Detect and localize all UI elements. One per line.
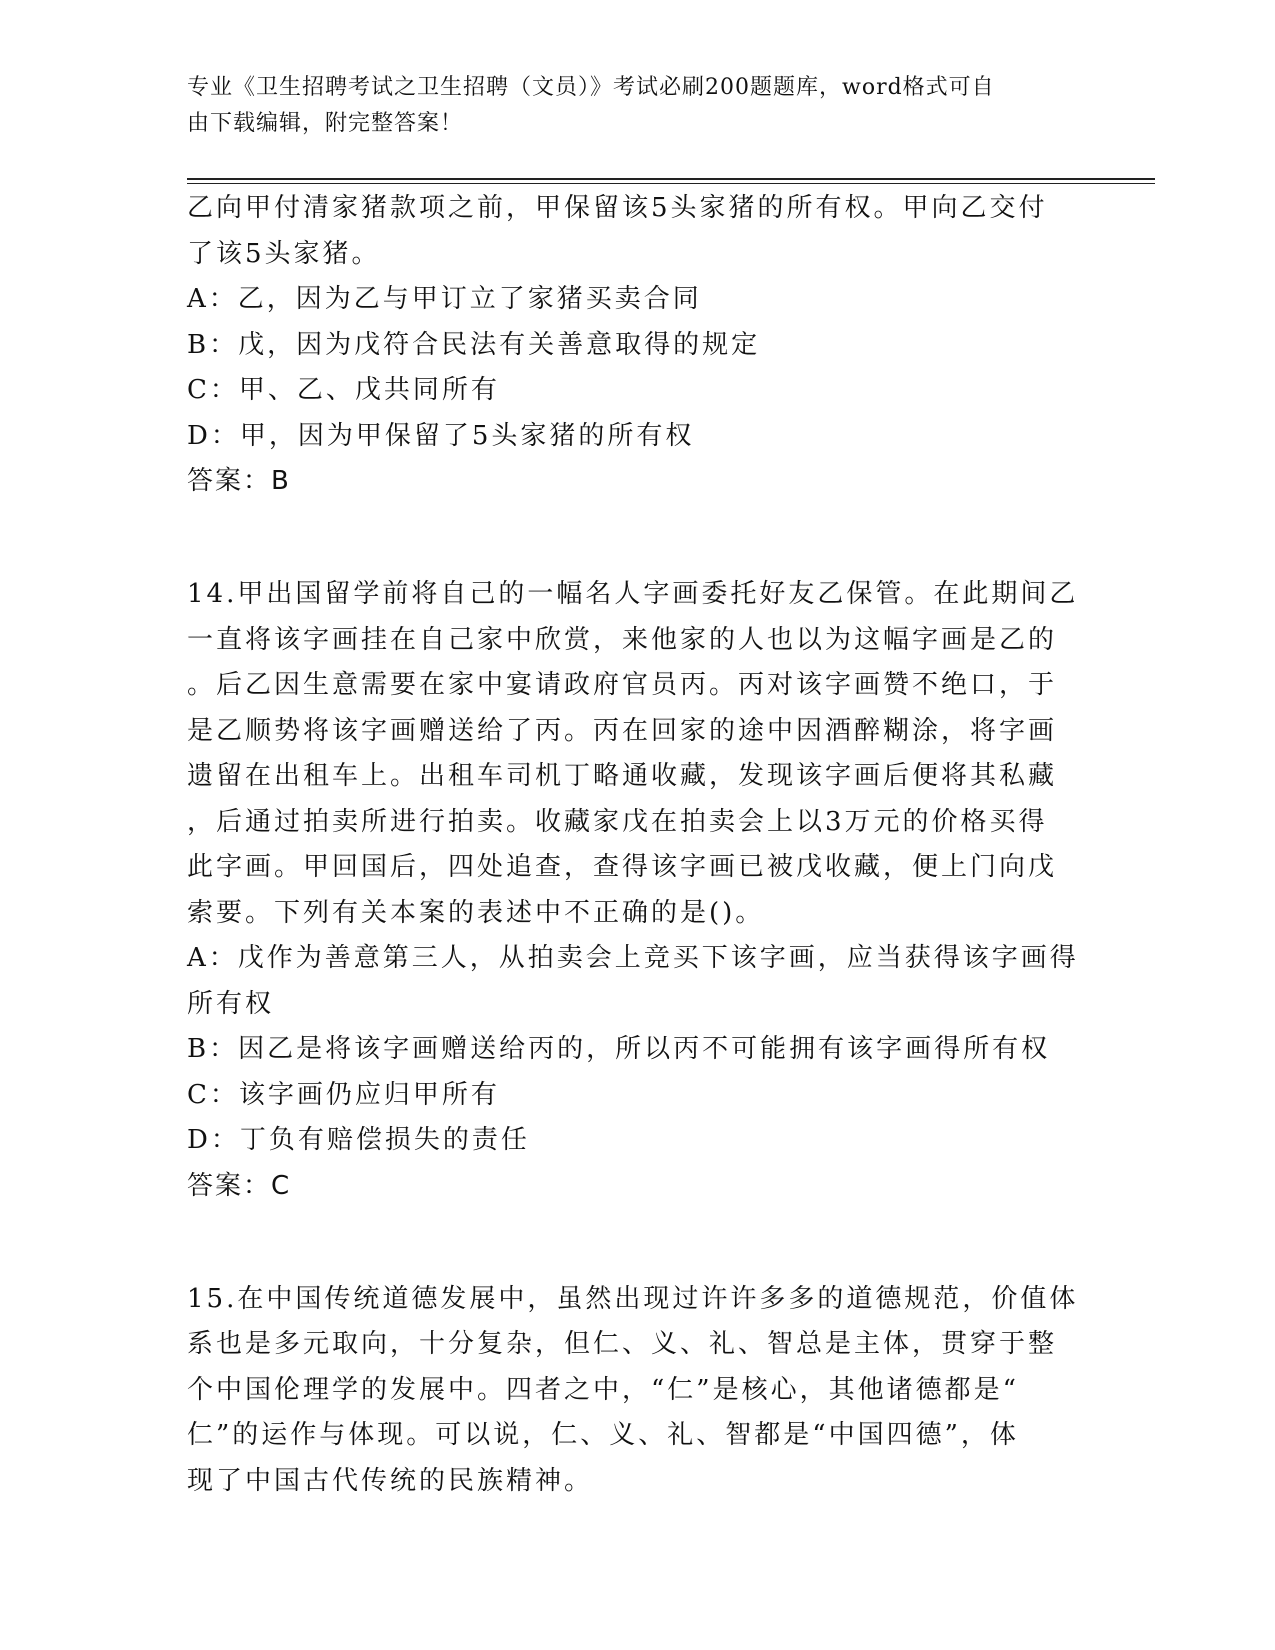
page-header [187,70,1067,142]
spacer [187,550,1087,572]
option-a: A：乙，因为乙与甲订立了家猪买卖合同 [187,284,702,314]
question-stem-line: 仁”的运作与体现。可以说，仁、义、礼、智都是“中国四德”，体 [187,1420,1019,1450]
header-rule-thin [187,183,1155,184]
question-13 [187,186,1087,505]
question-14 [187,572,1087,1209]
option-b: B：因乙是将该字画赠送给丙的，所以丙不可能拥有该字画得所有权 [187,1034,1051,1064]
question-stem-line: 乙向甲付清家猪款项之前，甲保留该5头家猪的所有权。甲向乙交付 [187,193,1048,223]
question-stem-line: 。后乙因生意需要在家中宴请政府官员丙。丙对该字画赞不绝口，于 [187,670,1058,700]
option-c: C：甲、乙、戊共同所有 [187,375,500,405]
option-a-continued: 所有权 [187,988,275,1019]
header-rule-thick [187,178,1155,180]
question-stem-line: 一直将该字画挂在自己家中欣赏，来他家的人也以为这幅字画是乙的 [187,624,1058,655]
question-stem-line: 遗留在出租车上。出租车司机丁略通收藏，发现该字画后便将其私藏 [187,761,1058,791]
answer-line: 答案：B [187,466,291,496]
option-c: C：该字画仍应归甲所有 [187,1079,500,1110]
header-line-2: 由下载编辑，附完整答案！ [187,111,464,136]
question-stem-line: 14.甲出国留学前将自己的一幅名人字画委托好友乙保管。在此期间乙 [187,579,1079,609]
spacer [187,1255,1087,1277]
option-d: D：甲，因为甲保留了5头家猪的所有权 [187,420,695,451]
option-a: A：戊作为善意第三人，从拍卖会上竞买下该字画，应当获得该字画得 [187,943,1079,973]
question-stem-line: 是乙顺势将该字画赠送给了丙。丙在回家的途中因酒醉糊涂，将字画 [187,715,1058,746]
question-stem-line: 此字画。甲回国后，四处追查，查得该字画已被戊收藏，便上门向戊 [187,852,1058,882]
option-d: D：丁负有赔偿损失的责任 [187,1125,530,1155]
question-stem-line: 索要。下列有关本案的表述中不正确的是()。 [187,897,765,928]
question-stem-line: 系也是多元取向，十分复杂，但仁、义、礼、智总是主体，贯穿于整 [187,1329,1058,1359]
option-b: B：戊，因为戊符合民法有关善意取得的规定 [187,329,761,360]
question-15 [187,1277,1087,1505]
question-stem-line: ，后通过拍卖所进行拍卖。收藏家戊在拍卖会上以3万元的价格买得 [187,806,1048,837]
question-stem-line: 个中国伦理学的发展中。四者之中，“仁”是核心，其他诸德都是“ [187,1374,1019,1405]
header-line-1: 专业《卫生招聘考试之卫生招聘（文员）》考试必刷200题题库，word格式可自 [187,75,995,100]
question-stem-line: 现了中国古代传统的民族精神。 [187,1465,594,1496]
document-body [187,186,1087,1504]
question-stem-line: 了该5头家猪。 [187,238,381,269]
question-stem-line: 15.在中国传统道德发展中，虽然出现过许许多多的道德规范，价值体 [187,1283,1079,1314]
spacer [187,505,1087,551]
answer-line: 答案：C [187,1170,292,1201]
spacer [187,1209,1087,1255]
